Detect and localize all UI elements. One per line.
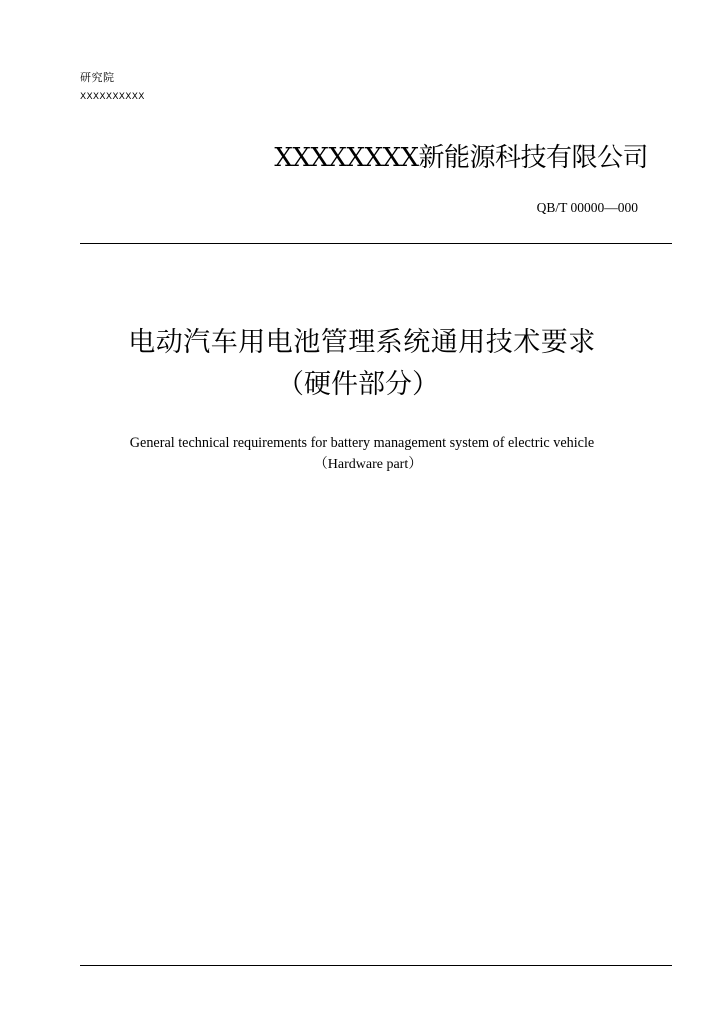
document-title-chinese: 电动汽车用电池管理系统通用技术要求 — [128, 327, 596, 358]
document-title-english: General technical requirements for battery management system of electric vehicle — [129, 435, 595, 451]
document-subtitle-english: （Hardware part） — [313, 457, 423, 472]
document-subtitle-chinese: （硬件部分） — [277, 369, 439, 400]
company-name: XXXXXXXX新能源科技有限公司 — [274, 143, 648, 173]
header-code: XXXXXXXXXX — [80, 92, 145, 102]
standard-number: QB/T 00000—000 — [536, 200, 638, 215]
bottom-divider — [80, 965, 672, 966]
header-organization: 研究院 — [80, 71, 115, 84]
top-divider — [80, 243, 672, 244]
